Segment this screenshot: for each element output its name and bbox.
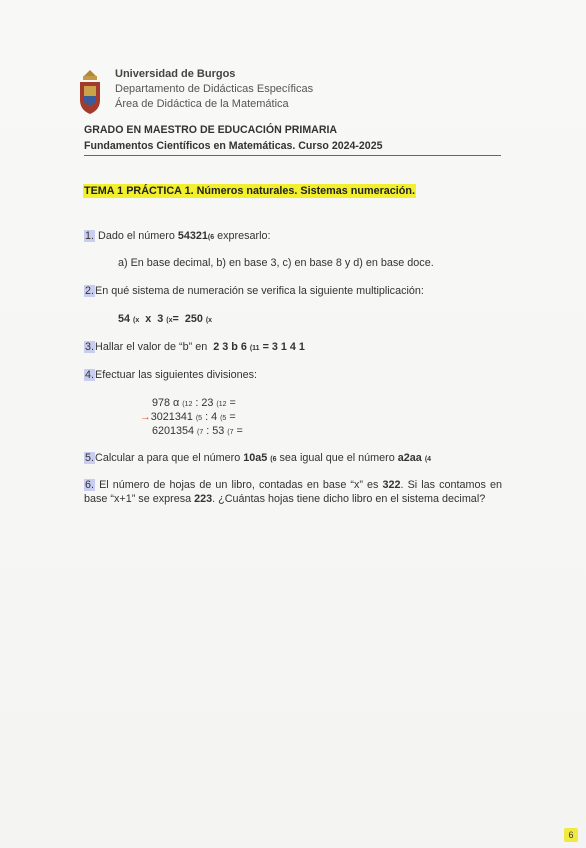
- header-divider: [84, 155, 501, 156]
- base-subscript: (5: [195, 415, 203, 422]
- divisor: 53: [212, 425, 225, 437]
- number-value: 10a5: [243, 452, 268, 464]
- base-subscript: (6: [270, 456, 277, 463]
- question-number: 2.: [85, 285, 95, 297]
- dividend: 978 α: [152, 397, 180, 409]
- subject-title: Fundamentos Científicos en Matemáticas. Curso 2024-2025: [84, 140, 383, 152]
- question-6: [84, 478, 502, 506]
- base-subscript: (5: [220, 415, 227, 422]
- practice-title: TEMA 1 PRÁCTICA 1. Números naturales. Sistemas numeración.: [84, 185, 415, 197]
- number-value: 223: [194, 493, 213, 505]
- base-subscript: (6: [207, 234, 215, 241]
- expression-result: = 3 1 4 1: [259, 341, 305, 353]
- department-name: Departamento de Didácticas Específicas: [115, 83, 314, 95]
- question-text: Hallar el valor de “b” en: [95, 341, 211, 353]
- equals-sign: =: [172, 313, 179, 325]
- question-text: . Si las contamos en base “x+1” se expresa: [84, 479, 502, 505]
- question-number: 6.: [85, 479, 95, 491]
- question-text: Efectuar las siguientes divisiones:: [95, 369, 258, 381]
- base-subscript: (11: [249, 345, 260, 352]
- degree-title: GRADO EN MAESTRO DE EDUCACIÓN PRIMARIA: [84, 124, 338, 136]
- base-subscript: (x: [166, 317, 173, 324]
- equals-sign: =: [226, 397, 236, 409]
- number-value: 322: [382, 479, 401, 491]
- arrow-icon: →: [140, 411, 151, 423]
- expression: 2 3 b 6: [213, 341, 247, 353]
- question-number: 4.: [85, 369, 95, 381]
- question-2: [84, 284, 424, 298]
- question-text: sea igual que el número: [276, 452, 398, 464]
- equals-sign: =: [233, 425, 243, 437]
- division-sign: :: [192, 397, 202, 409]
- question-text: Calcular a para que el número: [95, 452, 244, 464]
- result: 250: [184, 313, 203, 325]
- divisor: 23: [201, 397, 214, 409]
- question-text: El número de hojas de un libro, contadas en base “x” es: [95, 479, 383, 491]
- question-4: [84, 368, 257, 382]
- university-name: Universidad de Burgos: [115, 68, 236, 80]
- base-subscript: (12: [182, 401, 193, 408]
- question-number: 5.: [85, 452, 95, 464]
- number-value: a2aa: [397, 452, 422, 464]
- question-text: . ¿Cuántas hojas tiene dicho libro en el sistema decimal?: [212, 493, 486, 505]
- question-text: Dado el número: [95, 230, 178, 242]
- question-text: expresarlo:: [214, 230, 271, 242]
- base-subscript: (12: [216, 401, 227, 408]
- base-subscript: (7: [227, 429, 234, 436]
- question-3: [84, 340, 305, 356]
- base-subscript: (7: [197, 429, 204, 436]
- question-5: [84, 451, 431, 467]
- base-subscript: (4: [424, 456, 432, 463]
- question-number: 3.: [85, 341, 95, 353]
- operand: 3: [157, 313, 164, 325]
- page-corner-mark: 6: [564, 828, 578, 842]
- divisor: 4: [211, 411, 218, 423]
- division-sign: :: [203, 425, 213, 437]
- course-block: [84, 122, 383, 154]
- question-1: [84, 229, 271, 245]
- number-value: 54321: [177, 230, 208, 242]
- division-3: [152, 424, 243, 440]
- institution-block: [115, 67, 313, 112]
- division-sign: :: [202, 411, 212, 423]
- times-sign: x: [145, 313, 152, 325]
- question-text: En qué sistema de numeración se verifica la siguiente multiplicación:: [95, 285, 424, 297]
- dividend: 3021341: [150, 411, 193, 423]
- base-subscript: (x: [133, 317, 140, 324]
- question-number: 1.: [85, 230, 95, 242]
- multiplication-expression: [118, 312, 212, 328]
- equals-sign: =: [226, 411, 236, 423]
- operand: 54: [118, 313, 131, 325]
- base-subscript: (x: [205, 317, 213, 324]
- question-1-options: a) En base decimal, b) en base 3, c) en base 8 y d) en base doce.: [118, 257, 434, 269]
- area-name: Área de Didáctica de la Matemática: [115, 98, 289, 110]
- dividend: 6201354: [152, 425, 195, 437]
- university-crest-icon: [78, 66, 102, 116]
